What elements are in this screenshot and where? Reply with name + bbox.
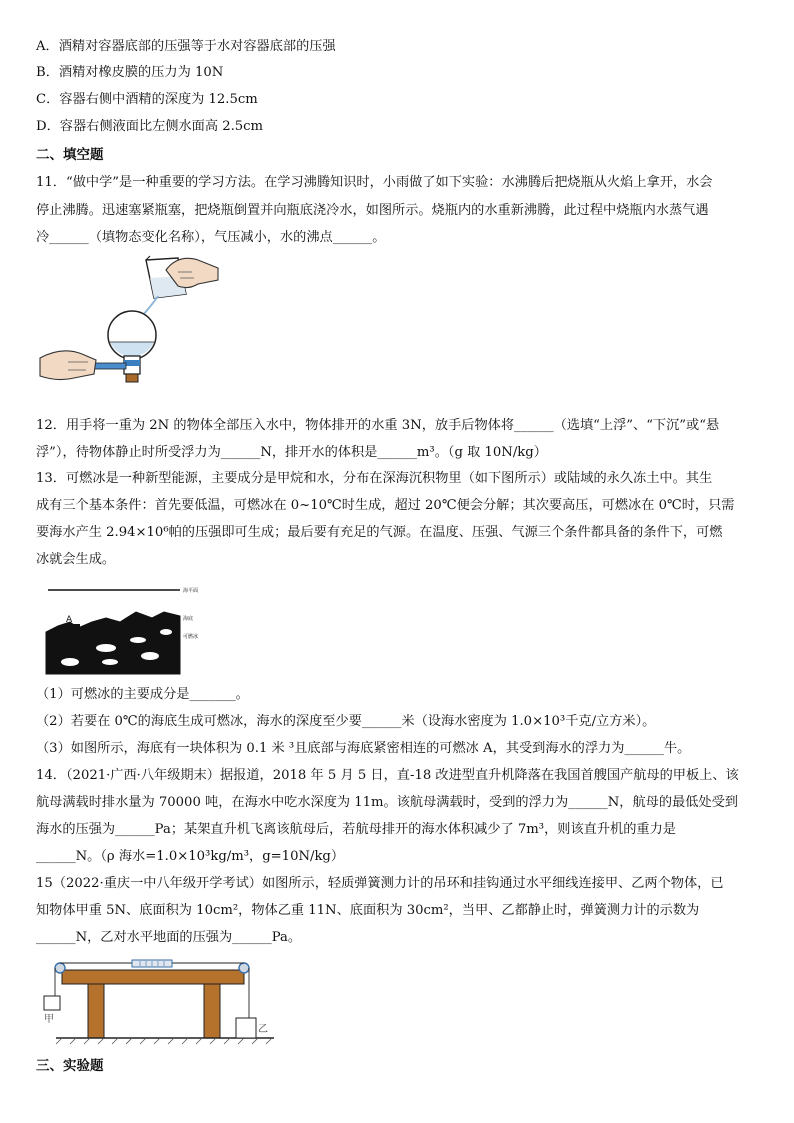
- q13-line3: 要海水产生 2.94×10⁶帕的压强即可生成；最后要有充足的气源。在温度、压强、气源三个条件都具备的条件下，可燃: [36, 525, 723, 540]
- spring-scale-figure: [36, 956, 276, 1046]
- option-d: D．容器右侧液面比左侧水面高 2.5cm: [36, 119, 264, 134]
- q13-line4: 冰就会生成。: [36, 552, 116, 567]
- option-c: C．容器右侧中酒精的深度为 12.5cm: [36, 92, 258, 107]
- q13-line1: 13．可燃冰是一种新型能源，主要成分是甲烷和水，分布在深海沉积物里（如下图所示）或陆域的永久冻土中。其生: [36, 471, 713, 486]
- ground-hatching: [56, 1038, 272, 1044]
- q11-line3: 冷______（填物态变化名称），气压减小，水的沸点______。: [36, 230, 386, 245]
- q14-line1: 14．（2021·广西·八年级期末）据报道，2018 年 5 月 5 日，直-18 改进型直升机降落在我国首艘国产航母的甲板上、该: [36, 768, 739, 783]
- q11-line1: 11．“做中学”是一种重要的学习方法。在学习沸腾知识时，小雨做了如下实验：水沸腾后把烧瓶从火焰上拿开，水会: [36, 175, 713, 190]
- pulley-right-icon: [239, 963, 249, 973]
- object-jia-block: [44, 996, 60, 1010]
- sea-level-label: 海平面: [183, 588, 199, 594]
- ice-label: 可燃冰: [183, 634, 199, 640]
- hand-left-icon: [40, 351, 126, 380]
- table-top: [62, 970, 244, 984]
- section-heading-fill-blank: 二、填空题: [36, 147, 104, 163]
- seabed-label: 海底: [183, 616, 194, 622]
- flask-icon: [108, 311, 156, 382]
- pulley-left-icon: [55, 963, 65, 973]
- option-a: A．酒精对容器底部的压强等于水对容器底部的压强: [36, 39, 336, 54]
- table-leg-left: [88, 984, 104, 1038]
- table-leg-right: [204, 984, 220, 1038]
- flask-experiment-figure: [38, 250, 228, 390]
- q14-line4: ______N。（ρ 海水=1.0×10³kg/m³，g=10N/kg）: [36, 849, 345, 864]
- q15-line1: 15（2022·重庆一中八年级开学考试）如图所示，轻质弹簧测力计的吊环和挂钩通过水平细线连接甲、乙两个物体，已: [36, 876, 724, 891]
- q13-line2: 成有三个基本条件：首先要低温，可燃冰在 0~10℃时生成，超过 20℃便会分解；其次要高压，可燃冰在 0℃时，只需: [36, 498, 735, 513]
- q13-sub2: （2）若要在 0℃的海底生成可燃冰，海水的深度至少要______米（设海水密度为 1.0×10³千克/立方米）。: [36, 714, 656, 729]
- seabed-figure: [40, 582, 215, 678]
- q14-line2: 航母满载时排水量为 70000 吨，在海水中吃水深度为 11m。该航母满载时，受到的浮力为______N，航母的最低处受到: [36, 795, 738, 810]
- q13-sub1: （1）可燃冰的主要成分是_______。: [36, 687, 249, 702]
- object-yi-block: [236, 1018, 256, 1038]
- q12-line2: 浮”），待物体静止时所受浮力为______N，排开水的体积是______m³。（g 取 10N/kg）: [36, 445, 547, 460]
- object-yi-label: 乙: [258, 1024, 268, 1035]
- q14-line3: 海水的压强为______Pa；某架直升机飞离该航母后，若航母排开的海水体积减少了 7m³，则该直升机的重力是: [36, 822, 676, 837]
- q15-line2: 知物体甲重 5N、底面积为 10cm²，物体乙重 11N、底面积为 30cm²，当甲、乙都静止时，弹簧测力计的示数为: [36, 903, 700, 918]
- object-jia-label: 甲: [44, 1014, 54, 1025]
- q12-line1: 12．用手将一重为 2N 的物体全部压入水中，物体排开的水重 3N，放手后物体将______（选填“上浮”、“下沉”或“悬: [36, 418, 720, 433]
- q11-line2: 停止沸腾。迅速塞紧瓶塞，把烧瓶倒置并向瓶底浇冷水，如图所示。烧瓶内的水重新沸腾，此过程中烧瓶内水蒸气遇: [36, 203, 709, 218]
- option-b: B．酒精对橡皮膜的压力为 10N: [36, 65, 224, 80]
- section-heading-experiment: 三、实验题: [36, 1058, 104, 1074]
- ice-a-label: A: [66, 615, 73, 625]
- q15-line3: ______N，乙对水平地面的压强为______Pa。: [36, 930, 302, 945]
- q13-sub3: （3）如图所示，海底有一块体积为 0.1 米 ³且底部与海底紧密相连的可燃冰 A，其受到海水的浮力为______牛。: [36, 741, 691, 756]
